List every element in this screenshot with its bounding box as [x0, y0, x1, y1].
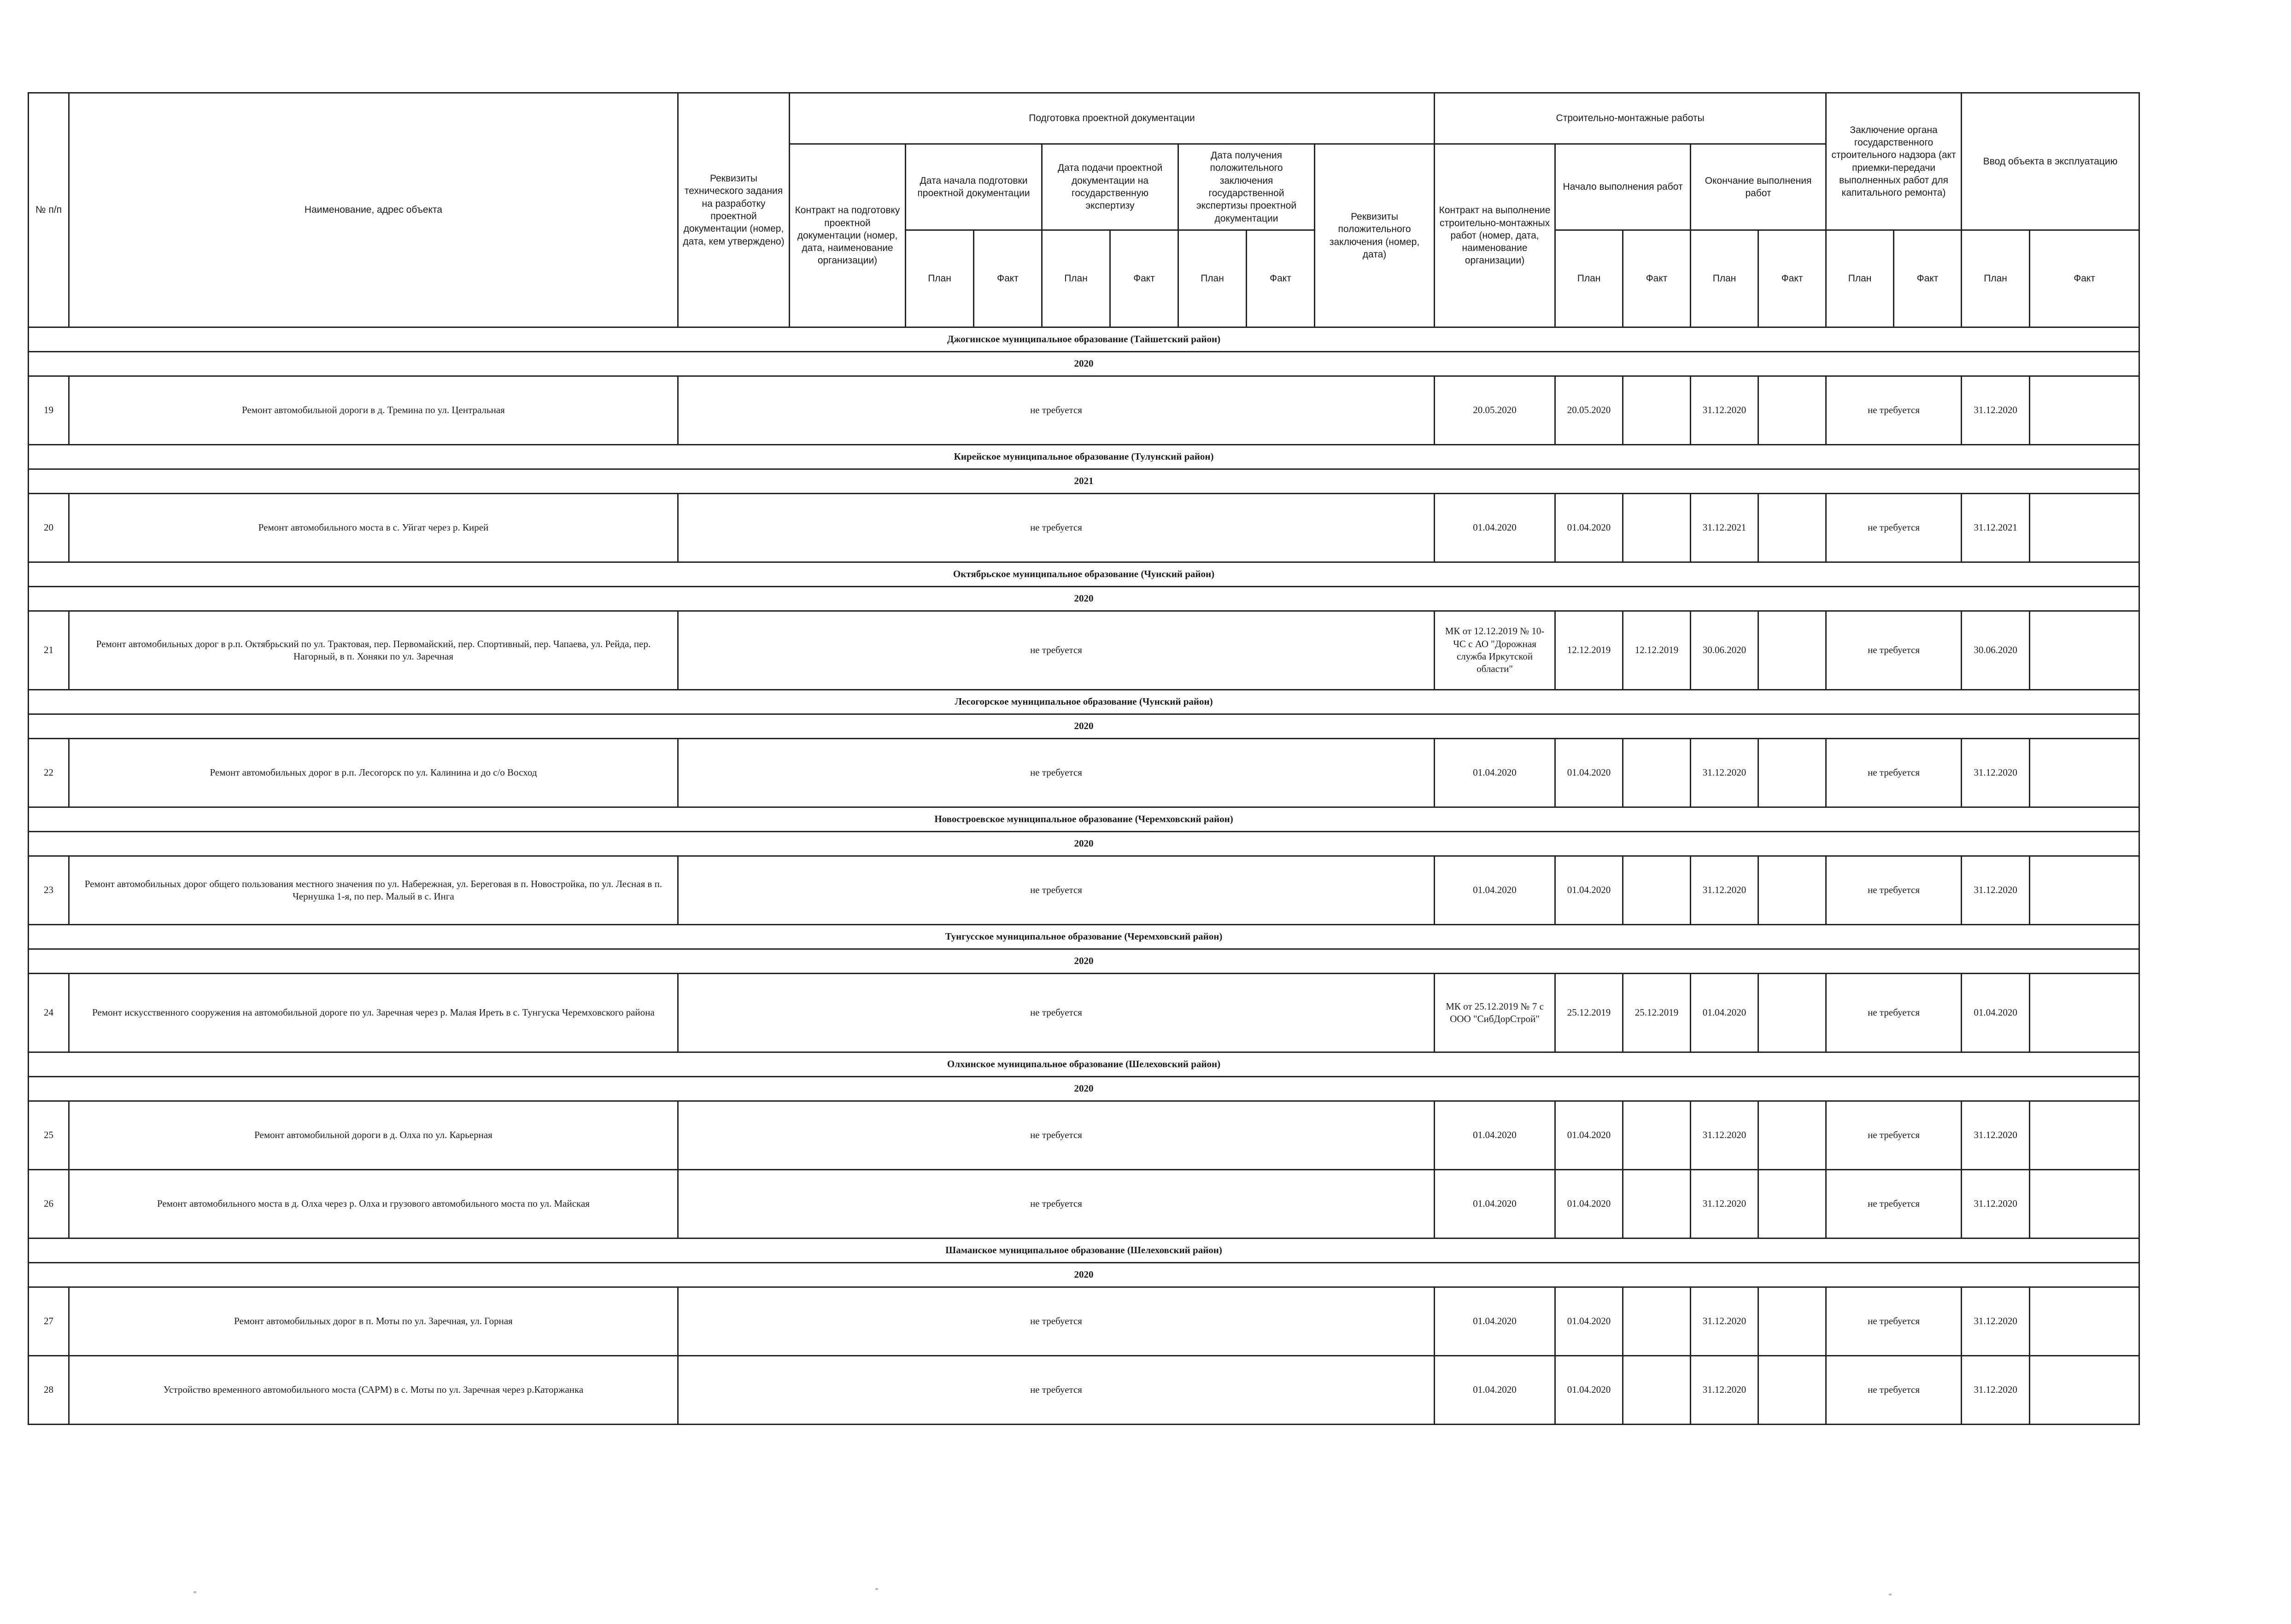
design-not-required: не требуется — [678, 1170, 1435, 1238]
header-fact: Факт — [1623, 230, 1691, 327]
work-end-fact — [1758, 611, 1826, 690]
design-not-required: не требуется — [678, 1101, 1435, 1170]
table-row — [29, 739, 2139, 807]
section-row — [29, 445, 2139, 469]
row-number: 22 — [29, 739, 69, 807]
supervision-conclusion: не требуется — [1826, 376, 1962, 445]
section-title: Джогинское муниципальное образование (Тайшетский район) — [29, 327, 2139, 352]
table-row — [29, 494, 2139, 562]
header-num: № п/п — [29, 93, 69, 327]
section-year: 2020 — [29, 1263, 2139, 1287]
header-receive-conclusion: Дата получения положительного заключения государственной экспертизы проектной документации — [1178, 144, 1315, 230]
year-row — [29, 949, 2139, 974]
work-end-fact — [1758, 856, 1826, 925]
commission-fact — [2030, 611, 2139, 690]
header-submit-expertise: Дата подачи проектной документации на государственную экспертизу — [1042, 144, 1178, 230]
work-start-plan: 01.04.2020 — [1555, 739, 1623, 807]
header-plan: План — [1042, 230, 1110, 327]
work-end-plan: 31.12.2020 — [1691, 376, 1758, 445]
scan-speck — [875, 1588, 878, 1590]
commission-plan: 31.12.2020 — [1962, 1101, 2030, 1170]
work-start-plan: 12.12.2019 — [1555, 611, 1623, 690]
work-start-fact — [1623, 376, 1691, 445]
commission-plan: 31.12.2020 — [1962, 1287, 2030, 1356]
commission-fact — [2030, 1356, 2139, 1425]
header-fact: Факт — [2030, 230, 2139, 327]
section-row — [29, 1238, 2139, 1263]
work-end-fact — [1758, 376, 1826, 445]
work-start-plan: 01.04.2020 — [1555, 1287, 1623, 1356]
row-number: 27 — [29, 1287, 69, 1356]
work-end-plan: 31.12.2020 — [1691, 856, 1758, 925]
year-row — [29, 1263, 2139, 1287]
section-year: 2020 — [29, 714, 2139, 739]
work-start-plan: 01.04.2020 — [1555, 856, 1623, 925]
section-title: Олхинское муниципальное образование (Шелеховский район) — [29, 1052, 2139, 1077]
header-name: Наименование, адрес объекта — [69, 93, 678, 327]
header-fact: Факт — [974, 230, 1042, 327]
commission-fact — [2030, 494, 2139, 562]
construction-contract: МК от 25.12.2019 № 7 с ООО "СибДорСтрой" — [1435, 974, 1555, 1052]
object-name: Ремонт автомобильной дороги в д. Олха по ул. Карьерная — [69, 1101, 678, 1170]
supervision-conclusion: не требуется — [1826, 611, 1962, 690]
header-work-end: Окончание выполнения работ — [1691, 144, 1826, 230]
design-not-required: не требуется — [678, 974, 1435, 1052]
commission-plan: 31.12.2020 — [1962, 856, 2030, 925]
object-name: Ремонт автомобильного моста в д. Олха через р. Олха и грузового автомобильного моста по ул. Майская — [69, 1170, 678, 1238]
year-row — [29, 469, 2139, 494]
supervision-conclusion: не требуется — [1826, 1287, 1962, 1356]
section-year: 2020 — [29, 832, 2139, 856]
header-fact: Факт — [1894, 230, 1962, 327]
section-row — [29, 690, 2139, 714]
work-end-fact — [1758, 494, 1826, 562]
table-row — [29, 376, 2139, 445]
year-row — [29, 352, 2139, 376]
work-end-fact — [1758, 974, 1826, 1052]
object-name: Ремонт автомобильного моста в с. Уйгат через р. Кирей — [69, 494, 678, 562]
work-end-fact — [1758, 1287, 1826, 1356]
row-number: 24 — [29, 974, 69, 1052]
row-number: 23 — [29, 856, 69, 925]
commission-plan: 31.12.2020 — [1962, 376, 2030, 445]
work-start-plan: 20.05.2020 — [1555, 376, 1623, 445]
commission-plan: 31.12.2020 — [1962, 739, 2030, 807]
work-start-fact — [1623, 1101, 1691, 1170]
construction-contract: 20.05.2020 — [1435, 376, 1555, 445]
section-row — [29, 1052, 2139, 1077]
work-start-plan: 01.04.2020 — [1555, 1101, 1623, 1170]
section-row — [29, 925, 2139, 949]
object-name: Ремонт автомобильных дорог в р.п. Лесогорск по ул. Калинина и до с/о Восход — [69, 739, 678, 807]
work-start-fact — [1623, 1356, 1691, 1425]
header-conclusion: Заключение органа государственного строительного надзора (акт приемки-передачи выполненных работ для капитального ремонта) — [1826, 93, 1962, 230]
object-name: Ремонт автомобильных дорог в п. Моты по ул. Заречная, ул. Горная — [69, 1287, 678, 1356]
section-row — [29, 327, 2139, 352]
commission-plan: 01.04.2020 — [1962, 974, 2030, 1052]
header-plan: План — [1691, 230, 1758, 327]
work-end-plan: 31.12.2021 — [1691, 494, 1758, 562]
header-positive-requisites: Реквизиты положительного заключения (номер, дата) — [1315, 144, 1435, 327]
construction-contract: 01.04.2020 — [1435, 1356, 1555, 1425]
section-title: Новостроевское муниципальное образование (Черемховский район) — [29, 807, 2139, 832]
row-number: 28 — [29, 1356, 69, 1425]
work-end-plan: 01.04.2020 — [1691, 974, 1758, 1052]
work-end-plan: 31.12.2020 — [1691, 1170, 1758, 1238]
work-end-plan: 31.12.2020 — [1691, 739, 1758, 807]
document-sheet — [28, 92, 2138, 1425]
header-design-start: Дата начала подготовки проектной документации — [906, 144, 1042, 230]
commission-plan: 31.12.2020 — [1962, 1356, 2030, 1425]
year-row — [29, 832, 2139, 856]
header-construction: Строительно-монтажные работы — [1435, 93, 1826, 144]
commission-plan: 31.12.2021 — [1962, 494, 2030, 562]
header-plan: План — [1962, 230, 2030, 327]
row-number: 20 — [29, 494, 69, 562]
supervision-conclusion: не требуется — [1826, 1356, 1962, 1425]
construction-contract: 01.04.2020 — [1435, 1101, 1555, 1170]
commission-plan: 31.12.2020 — [1962, 1170, 2030, 1238]
header-plan: План — [1826, 230, 1894, 327]
work-end-plan: 31.12.2020 — [1691, 1356, 1758, 1425]
design-not-required: не требуется — [678, 1287, 1435, 1356]
row-number: 25 — [29, 1101, 69, 1170]
table-row — [29, 1356, 2139, 1425]
construction-contract: 01.04.2020 — [1435, 494, 1555, 562]
commission-fact — [2030, 739, 2139, 807]
header-fact: Факт — [1110, 230, 1178, 327]
section-year: 2020 — [29, 1077, 2139, 1101]
work-end-fact — [1758, 1170, 1826, 1238]
section-row — [29, 562, 2139, 587]
header-commission: Ввод объекта в эксплуатацию — [1962, 93, 2139, 230]
work-start-fact: 12.12.2019 — [1623, 611, 1691, 690]
section-year: 2020 — [29, 949, 2139, 974]
commission-plan: 30.06.2020 — [1962, 611, 2030, 690]
work-end-plan: 31.12.2020 — [1691, 1101, 1758, 1170]
commission-fact — [2030, 1101, 2139, 1170]
work-start-plan: 01.04.2020 — [1555, 494, 1623, 562]
section-year: 2021 — [29, 469, 2139, 494]
section-title: Лесогорское муниципальное образование (Чунский район) — [29, 690, 2139, 714]
object-name: Устройство временного автомобильного моста (САРМ) в с. Моты по ул. Заречная через р.Каторжанка — [69, 1356, 678, 1425]
object-name: Ремонт искусственного сооружения на автомобильной дороге по ул. Заречная через р. Малая Иреть в с. Тунгуска Черемховского района — [69, 974, 678, 1052]
supervision-conclusion: не требуется — [1826, 856, 1962, 925]
commission-fact — [2030, 1287, 2139, 1356]
section-row — [29, 807, 2139, 832]
work-start-fact — [1623, 494, 1691, 562]
scan-speck — [1889, 1594, 1892, 1595]
row-number: 21 — [29, 611, 69, 690]
design-not-required: не требуется — [678, 739, 1435, 807]
year-row — [29, 1077, 2139, 1101]
objects-table — [28, 92, 2140, 1425]
construction-contract: 01.04.2020 — [1435, 1287, 1555, 1356]
table-row — [29, 974, 2139, 1052]
work-end-fact — [1758, 1101, 1826, 1170]
construction-contract: 01.04.2020 — [1435, 1170, 1555, 1238]
design-not-required: не требуется — [678, 611, 1435, 690]
supervision-conclusion: не требуется — [1826, 739, 1962, 807]
design-not-required: не требуется — [678, 376, 1435, 445]
table-row — [29, 1101, 2139, 1170]
object-name: Ремонт автомобильной дороги в д. Тремина по ул. Центральная — [69, 376, 678, 445]
supervision-conclusion: не требуется — [1826, 974, 1962, 1052]
work-end-fact — [1758, 1356, 1826, 1425]
work-start-fact — [1623, 1287, 1691, 1356]
table-row — [29, 611, 2139, 690]
design-not-required: не требуется — [678, 1356, 1435, 1425]
commission-fact — [2030, 1170, 2139, 1238]
commission-fact — [2030, 856, 2139, 925]
year-row — [29, 714, 2139, 739]
section-title: Тунгусское муниципальное образование (Черемховский район) — [29, 925, 2139, 949]
section-title: Шаманское муниципальное образование (Шелеховский район) — [29, 1238, 2139, 1263]
table-body — [29, 327, 2139, 1425]
work-end-fact — [1758, 739, 1826, 807]
table-row — [29, 856, 2139, 925]
construction-contract: 01.04.2020 — [1435, 739, 1555, 807]
header-plan: План — [906, 230, 974, 327]
object-name: Ремонт автомобильных дорог в р.п. Октябрьский по ул. Трактовая, пер. Первомайский, пер. Спортивный, пер. Чапаева, ул. Рейда, пер. Нагорный, в п. Хоняки по ул. Заречная — [69, 611, 678, 690]
design-not-required: не требуется — [678, 856, 1435, 925]
header-design-contract: Контракт на подготовку проектной документации (номер, дата, наименование организации) — [790, 144, 906, 327]
work-start-plan: 01.04.2020 — [1555, 1356, 1623, 1425]
work-end-plan: 30.06.2020 — [1691, 611, 1758, 690]
section-title: Октябрьское муниципальное образование (Чунский район) — [29, 562, 2139, 587]
construction-contract: 01.04.2020 — [1435, 856, 1555, 925]
table-row — [29, 1170, 2139, 1238]
scan-speck — [193, 1591, 196, 1593]
supervision-conclusion: не требуется — [1826, 1170, 1962, 1238]
commission-fact — [2030, 376, 2139, 445]
table-row — [29, 1287, 2139, 1356]
supervision-conclusion: не требуется — [1826, 494, 1962, 562]
header-construction-contract: Контракт на выполнение строительно-монтажных работ (номер, дата, наименование организации) — [1435, 144, 1555, 327]
commission-fact — [2030, 974, 2139, 1052]
work-start-plan: 01.04.2020 — [1555, 1170, 1623, 1238]
table-header — [29, 93, 2139, 327]
section-title: Кирейское муниципальное образование (Тулунский район) — [29, 445, 2139, 469]
section-year: 2020 — [29, 352, 2139, 376]
section-year: 2020 — [29, 587, 2139, 611]
supervision-conclusion: не требуется — [1826, 1101, 1962, 1170]
year-row — [29, 587, 2139, 611]
header-work-start: Начало выполнения работ — [1555, 144, 1691, 230]
work-start-fact — [1623, 1170, 1691, 1238]
row-number: 19 — [29, 376, 69, 445]
design-not-required: не требуется — [678, 494, 1435, 562]
header-plan: План — [1555, 230, 1623, 327]
header-fact: Факт — [1758, 230, 1826, 327]
header-design-prep: Подготовка проектной документации — [790, 93, 1435, 144]
row-number: 26 — [29, 1170, 69, 1238]
work-start-fact — [1623, 739, 1691, 807]
header-fact: Факт — [1247, 230, 1315, 327]
construction-contract: МК от 12.12.2019 № 10-ЧС с АО "Дорожная служба Иркутской области" — [1435, 611, 1555, 690]
work-start-plan: 25.12.2019 — [1555, 974, 1623, 1052]
header-plan: План — [1178, 230, 1247, 327]
work-end-plan: 31.12.2020 — [1691, 1287, 1758, 1356]
header-tech-task: Реквизиты технического задания на разработку проектной документации (номер, дата, кем утверждено) — [678, 93, 790, 327]
object-name: Ремонт автомобильных дорог общего пользования местного значения по ул. Набережная, ул. Береговая в п. Новостройка, по ул. Лесная в п. Чернушка 1-я, по пер. Малый в с. Инга — [69, 856, 678, 925]
work-start-fact — [1623, 856, 1691, 925]
work-start-fact: 25.12.2019 — [1623, 974, 1691, 1052]
